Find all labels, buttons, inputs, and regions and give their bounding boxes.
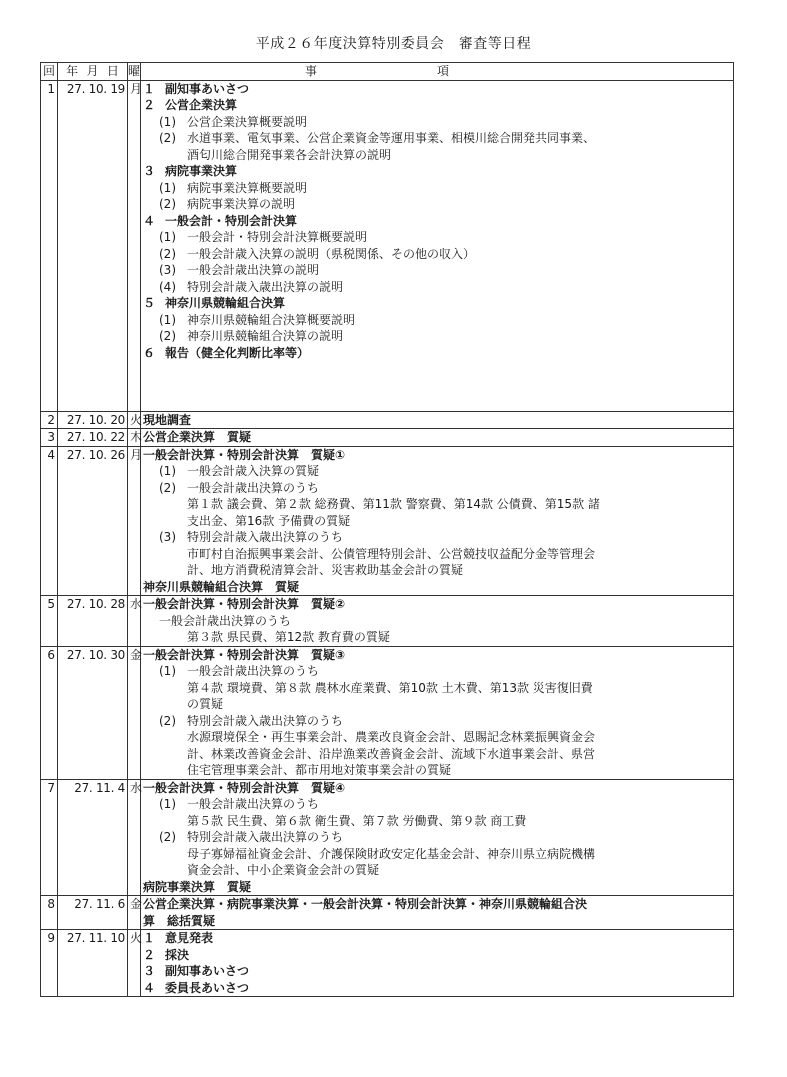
agenda-continuation: の質疑 — [187, 697, 224, 711]
agenda-line: 一般会計歳出決算のうち — [159, 613, 292, 628]
section-text: 意見発表 — [165, 931, 214, 945]
session-items — [141, 896, 734, 930]
agenda-subitem — [143, 196, 731, 213]
section-number: ４ — [143, 213, 156, 228]
subitem-number: (1) — [159, 114, 176, 129]
session-items — [141, 80, 734, 411]
agenda-heading: 現地調査 — [143, 412, 192, 427]
section-text: 報告（健全化判断比率等） — [165, 345, 310, 360]
section-text: 病院事業決算 — [165, 164, 238, 178]
session-number: 8 — [41, 896, 58, 930]
section-text: 公営企業決算 — [165, 98, 238, 112]
session-weekday: 火 — [128, 930, 141, 997]
subitem-text: 一般会計歳出決算のうち — [187, 664, 320, 678]
session-date: 27. 10. 20 — [58, 411, 128, 429]
agenda-continuation: 計、林業改善資金会計、沿岸漁業改善資金会計、流域下水道事業会計、県営 — [187, 746, 596, 761]
session-items — [141, 411, 734, 429]
schedule-body — [41, 80, 734, 997]
agenda-section — [143, 963, 731, 980]
session-date: 27. 10. 28 — [58, 596, 128, 647]
table-row — [41, 896, 734, 930]
agenda-section — [143, 947, 731, 964]
agenda-section — [143, 81, 731, 98]
section-text: 委員長あいさつ — [165, 980, 250, 995]
agenda-heading: 公営企業決算・病院事業決算・一般会計決算・特別会計決算・神奈川県競輪組合決 — [143, 897, 588, 911]
subitem-text: 病院事業決算概要説明 — [187, 180, 308, 195]
agenda-continuation: 第１款 議会費、第２款 総務費、第11款 警察費、第14款 公債費、第15款 諸 — [187, 497, 600, 511]
header-items: 事項 — [141, 63, 734, 81]
section-number: ４ — [143, 980, 156, 995]
table-row — [41, 446, 734, 596]
session-items — [141, 446, 734, 596]
session-number: 7 — [41, 779, 58, 896]
session-number: 3 — [41, 429, 58, 447]
subitem-text: 特別会計歳入歳出決算のうち — [187, 530, 344, 544]
agenda-section — [143, 930, 731, 947]
agenda-subitem — [143, 796, 731, 813]
agenda-subitem — [143, 829, 731, 846]
table-row — [41, 930, 734, 997]
session-date: 27. 10. 30 — [58, 646, 128, 779]
section-number: １ — [143, 931, 156, 945]
session-items — [141, 930, 734, 997]
session-items — [141, 646, 734, 779]
table-row — [41, 646, 734, 779]
agenda-heading: 神奈川県競輪組合決算 質疑 — [143, 579, 300, 594]
agenda-continuation: 住宅管理事業会計、都市用地対策事業会計の質疑 — [187, 763, 452, 777]
subitem-number: (1) — [159, 230, 176, 244]
session-number: 9 — [41, 930, 58, 997]
agenda-section — [143, 163, 731, 180]
subitem-text: 公営企業決算概要説明 — [187, 114, 308, 129]
agenda-heading: 病院事業決算 質疑 — [143, 879, 252, 894]
subitem-number: (2) — [159, 480, 176, 495]
subitem-number: (4) — [159, 279, 176, 294]
session-weekday: 水 — [128, 779, 141, 896]
session-date: 27. 11. 6 — [58, 896, 128, 930]
agenda-continuation: 支出金、第16款 予備費の質疑 — [187, 513, 351, 528]
section-number: ３ — [143, 164, 156, 178]
subitem-text: 特別会計歳入歳出決算の説明 — [187, 279, 344, 294]
agenda-subitem — [143, 328, 731, 345]
subitem-number: (1) — [159, 664, 176, 678]
agenda-continuation: 第３款 県民費、第12款 教育費の質疑 — [187, 630, 390, 644]
page-title: 平成２６年度決算特別委員会 審査等日程 — [255, 36, 532, 52]
agenda-heading: 算 総括質疑 — [143, 913, 216, 928]
agenda-subitem — [143, 262, 731, 279]
header-date-day: 日 — [106, 64, 119, 78]
agenda-subitem — [143, 312, 731, 329]
subitem-number: (1) — [159, 797, 176, 811]
subitem-number: (2) — [159, 830, 176, 844]
agenda-continuation: 第４款 環境費、第８款 農林水産業費、第10款 土木費、第13款 災害復旧費 — [187, 680, 593, 695]
agenda-subitem — [143, 529, 731, 546]
section-text: 神奈川県競輪組合決算 — [165, 296, 286, 310]
agenda-subitem — [143, 663, 731, 680]
agenda-subitem — [143, 463, 731, 480]
table-row — [41, 596, 734, 647]
agenda-continuation: 資金会計、中小企業資金会計の質疑 — [187, 863, 380, 877]
session-number: 5 — [41, 596, 58, 647]
session-weekday: 水 — [128, 596, 141, 647]
agenda-section — [143, 97, 731, 114]
subitem-text: 水道事業、電気事業、公営企業資金等運用事業、相模川総合開発共同事業、 — [187, 131, 596, 145]
subitem-number: (2) — [159, 329, 176, 343]
section-number: ５ — [143, 296, 156, 310]
subitem-text: 病院事業決算の説明 — [187, 197, 296, 211]
session-number: 1 — [41, 80, 58, 411]
agenda-subitem — [143, 180, 731, 197]
subitem-text: 一般会計歳入決算の説明（県税関係、その他の収入） — [187, 246, 476, 261]
subitem-number: (3) — [159, 263, 176, 277]
session-weekday: 火 — [128, 411, 141, 429]
agenda-section — [143, 345, 731, 362]
session-weekday: 金 — [128, 896, 141, 930]
header-no: 回 — [41, 63, 58, 81]
section-number: １ — [143, 81, 156, 96]
subitem-text: 一般会計歳出決算の説明 — [187, 263, 320, 277]
table-row — [41, 779, 734, 896]
agenda-continuation: 酒匂川総合開発事業各会計決算の説明 — [187, 147, 392, 162]
session-number: 6 — [41, 646, 58, 779]
subitem-number: (1) — [159, 464, 176, 478]
subitem-text: 一般会計歳出決算のうち — [187, 480, 320, 495]
agenda-subitem — [143, 713, 731, 730]
session-weekday: 金 — [128, 646, 141, 779]
subitem-text: 神奈川県競輪組合決算概要説明 — [187, 312, 356, 327]
agenda-continuation: 第５款 民生費、第６款 衛生費、第７款 労働費、第９款 商工費 — [187, 813, 527, 828]
table-header-row — [41, 63, 734, 81]
section-text: 副知事あいさつ — [165, 964, 250, 978]
table-row — [41, 429, 734, 447]
session-items — [141, 429, 734, 447]
agenda-heading: 一般会計決算・特別会計決算 質疑③ — [143, 647, 346, 662]
section-text: 採決 — [165, 947, 190, 962]
session-date: 27. 10. 19 — [58, 80, 128, 411]
agenda-heading: 公営企業決算 質疑 — [143, 430, 252, 444]
session-items — [141, 779, 734, 896]
header-date-month: 月 — [86, 64, 99, 78]
subitem-number: (2) — [159, 713, 176, 728]
agenda-heading: 一般会計決算・特別会計決算 質疑② — [143, 597, 346, 611]
subitem-text: 一般会計歳入決算の質疑 — [187, 464, 320, 478]
section-text: 副知事あいさつ — [165, 81, 250, 96]
agenda-continuation: 母子寡婦福祉資金会計、介護保険財政安定化基金会計、神奈川県立病院機構 — [187, 846, 596, 861]
schedule-table — [40, 62, 734, 997]
section-number: ３ — [143, 964, 156, 978]
section-number: ２ — [143, 947, 156, 962]
agenda-heading: 一般会計決算・特別会計決算 質疑④ — [143, 780, 346, 795]
agenda-continuation: 水源環境保全・再生事業会計、農業改良資金会計、恩賜記念林業振興資金会 — [187, 730, 596, 744]
subitem-text: 一般会計・特別会計決算概要説明 — [187, 230, 368, 244]
subitem-number: (2) — [159, 246, 176, 261]
subitem-number: (2) — [159, 197, 176, 211]
session-date: 27. 10. 26 — [58, 446, 128, 596]
agenda-continuation: 計、地方消費税清算会計、災害救助基金会計の質疑 — [187, 563, 464, 577]
subitem-text: 神奈川県競輪組合決算の説明 — [187, 329, 344, 343]
section-number: ６ — [143, 345, 156, 360]
subitem-text: 特別会計歳入歳出決算のうち — [187, 830, 344, 844]
session-number: 2 — [41, 411, 58, 429]
header-date — [58, 63, 128, 81]
agenda-subitem — [143, 229, 731, 246]
subitem-number: (2) — [159, 131, 176, 145]
agenda-heading: 一般会計決算・特別会計決算 質疑① — [143, 447, 346, 462]
header-date-year: 年 — [66, 64, 79, 78]
session-weekday: 木 — [128, 429, 141, 447]
subitem-number: (3) — [159, 530, 176, 544]
agenda-subitem — [143, 279, 731, 296]
subitem-number: (1) — [159, 312, 176, 327]
agenda-section — [143, 213, 731, 230]
subitem-text: 一般会計歳出決算のうち — [187, 797, 320, 811]
agenda-subitem — [143, 114, 731, 131]
section-number: ２ — [143, 98, 156, 112]
agenda-section — [143, 295, 731, 312]
agenda-subitem — [143, 130, 731, 147]
table-row — [41, 411, 734, 429]
table-row — [41, 80, 734, 411]
session-number: 4 — [41, 446, 58, 596]
subitem-number: (1) — [159, 180, 176, 195]
session-weekday: 月 — [128, 80, 141, 411]
agenda-subitem — [143, 480, 731, 497]
agenda-section — [143, 980, 731, 997]
section-text: 一般会計・特別会計決算 — [165, 213, 298, 228]
session-date: 27. 10. 22 — [58, 429, 128, 447]
session-date: 27. 11. 4 — [58, 779, 128, 896]
subitem-text: 特別会計歳入歳出決算のうち — [187, 713, 344, 728]
agenda-subitem — [143, 246, 731, 263]
session-items — [141, 596, 734, 647]
session-date: 27. 11. 10 — [58, 930, 128, 997]
session-weekday: 月 — [128, 446, 141, 596]
header-dow: 曜 — [128, 64, 141, 78]
agenda-continuation: 市町村自治振興事業会計、公債管理特別会計、公営競技収益配分金等管理会 — [187, 546, 596, 561]
